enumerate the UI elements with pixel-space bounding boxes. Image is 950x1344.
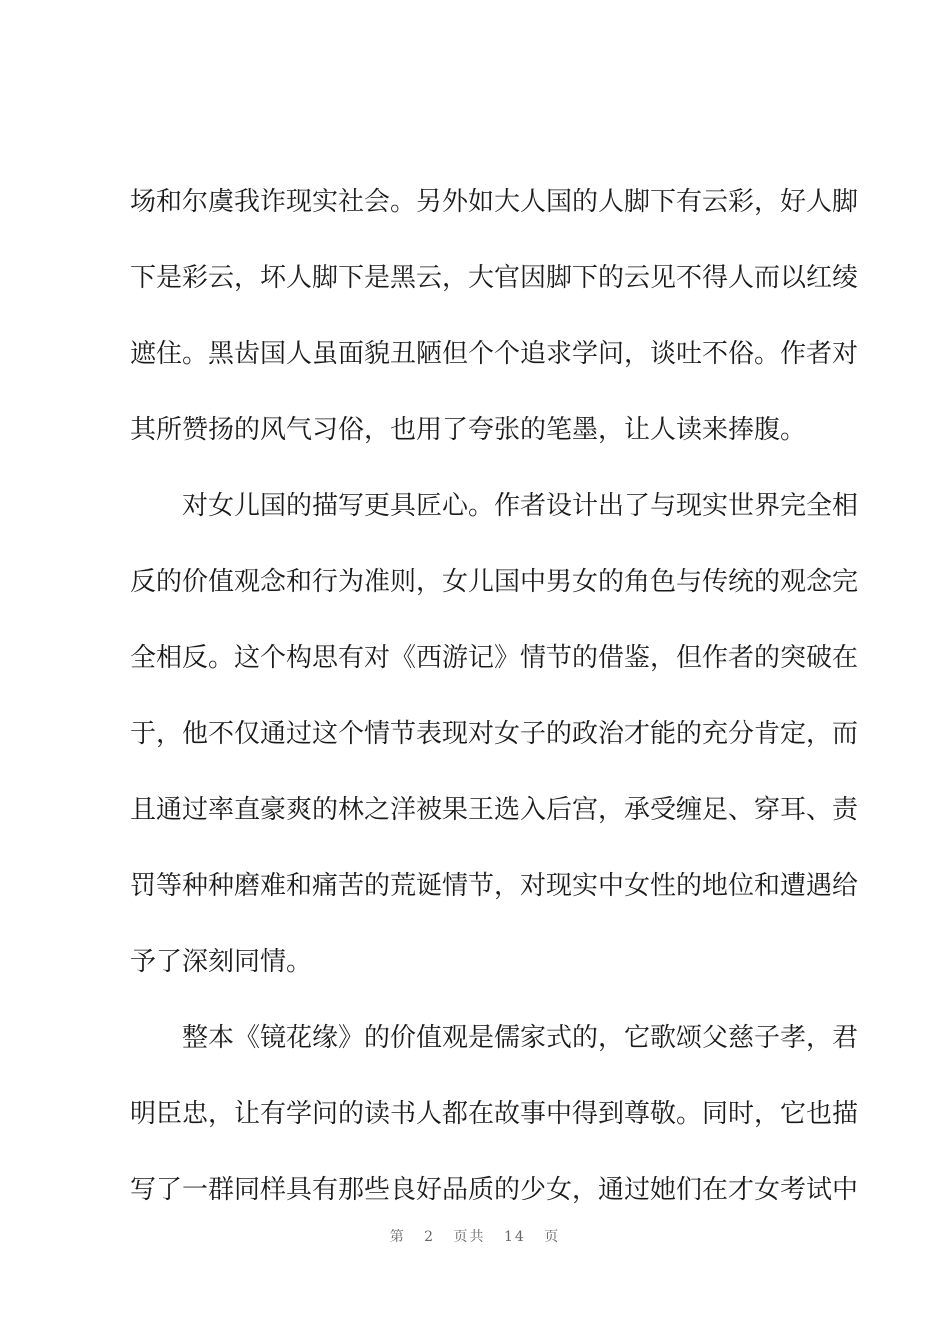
- text-line: 整本《镜花缘》的价值观是儒家式的，它歌颂父慈子孝，君: [130, 1023, 859, 1053]
- footer-suffix: 页: [544, 1229, 561, 1245]
- text-line: 反的价值观念和行为准则，女儿国中男女的角色与传统的观念完: [130, 567, 859, 597]
- text-line: 遮住。黑齿国人虽面貌丑陋但个个追求学问，谈吐不俗。作者对: [130, 339, 859, 369]
- text-line: 写了一群同样具有那些良好品质的少女，通过她们在才女考试中: [130, 1175, 859, 1205]
- text-line: 对女儿国的描写更具匠心。作者设计出了与现实世界完全相: [130, 491, 859, 521]
- text-line: 于，他不仅通过这个情节表现对女子的政治才能的充分肯定，而: [130, 719, 859, 749]
- text-line: 罚等种种磨难和痛苦的荒诞情节，对现实中女性的地位和遭遇给: [130, 871, 859, 901]
- page-footer: [0, 1226, 950, 1246]
- text-line: 下是彩云，坏人脚下是黑云，大官因脚下的云见不得人而以红绫: [130, 263, 859, 293]
- footer-middle: 页共: [453, 1229, 486, 1245]
- text-line: 予了深刻同情。: [130, 947, 313, 977]
- text-line: 其所赞扬的风气习俗，也用了夸张的笔墨，让人读来捧腹。: [130, 415, 807, 445]
- total-pages: 14: [504, 1229, 526, 1245]
- text-line: 明臣忠，让有学问的读书人都在故事中得到尊敬。同时，它也描: [130, 1099, 859, 1129]
- text-line: 且通过率直豪爽的林之洋被果王选入后宫，承受缠足、穿耳、责: [130, 795, 859, 825]
- body-text: [130, 164, 859, 1228]
- footer-prefix: 第: [389, 1229, 406, 1245]
- text-line: 场和尔虞我诈现实社会。另外如大人国的人脚下有云彩，好人脚: [130, 187, 859, 217]
- page-number: 2: [424, 1229, 436, 1245]
- text-line: 全相反。这个构思有对《西游记》情节的借鉴，但作者的突破在: [130, 643, 859, 673]
